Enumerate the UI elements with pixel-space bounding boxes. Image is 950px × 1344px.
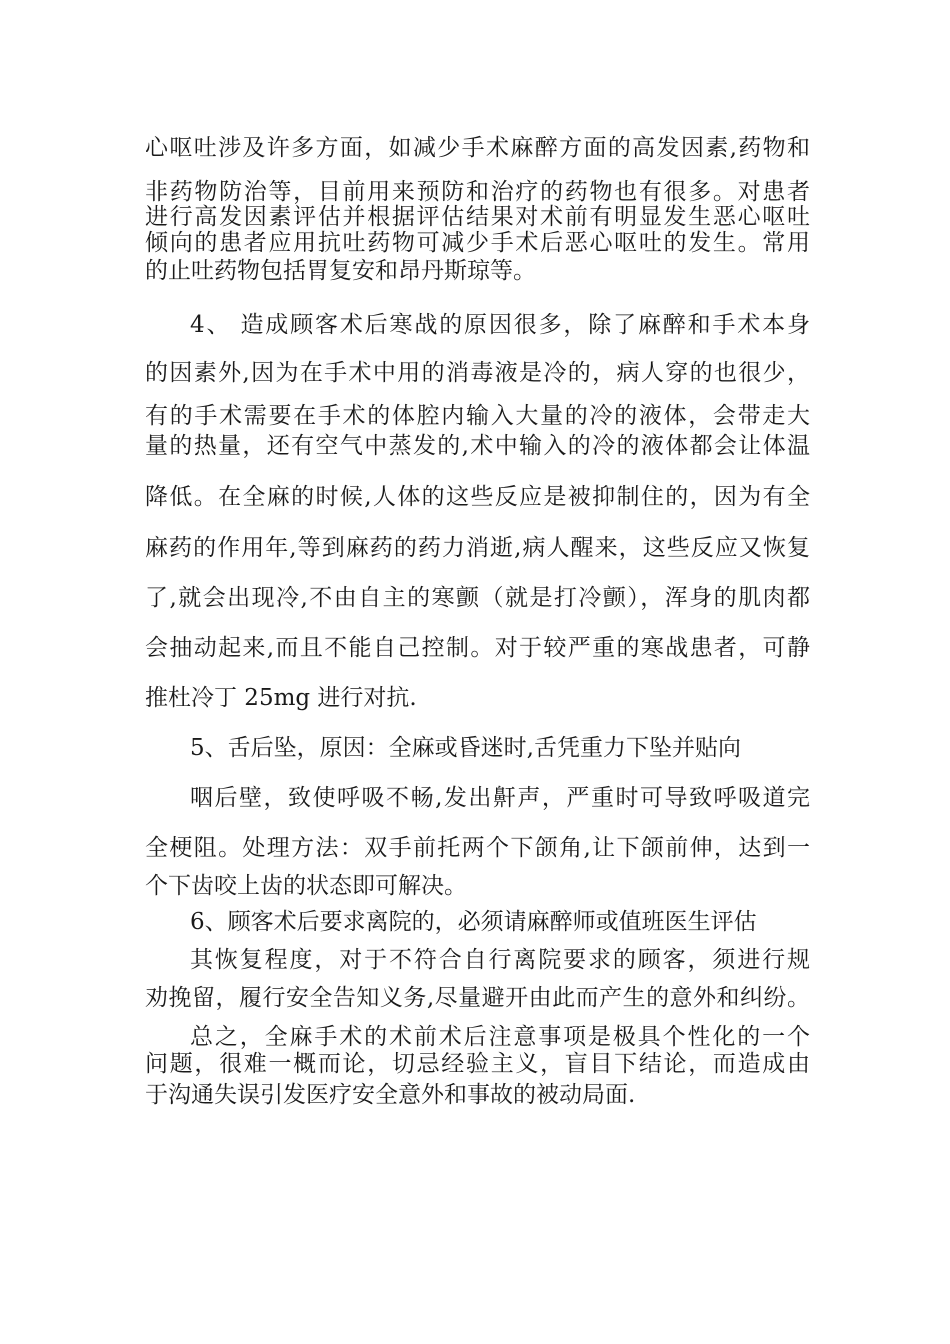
text-line: 的止吐药物包括胃复安和昂丹斯琼等。 [145,258,536,284]
text-line: 有的手术需要在手术的体腔内输入大量的冷的液体，会带走大 [145,403,810,429]
text-line: 总之，全麻手术的术前术后注意事项是极具个性化的一个 [190,1024,810,1050]
text-line: 了,就会出现冷,不由自主的寒颤（就是打冷颤），浑身的肌肉都 [145,585,810,611]
text-line: 个下齿咬上齿的状态即可解决。 [145,873,467,899]
text-line: 的因素外,因为在手术中用的消毒液是冷的，病人穿的也很少， [145,360,810,386]
text-line: 非药物防治等，目前用来预防和治疗的药物也有很多。对患者 [145,179,810,205]
text-line: 于沟通失误引发医疗安全意外和事故的被动局面. [145,1082,636,1108]
text-line: 其恢复程度，对于不符合自行离院要求的顾客，须进行规 [190,947,810,973]
text-line: 心呕吐涉及许多方面，如减少手术麻醉方面的高发因素,药物和 [145,135,810,161]
text-line: 4、 造成顾客术后寒战的原因很多，除了麻醉和手术本身 [190,312,810,338]
text-line: 降低。在全麻的时候,人体的这些反应是被抑制住的，因为有全 [145,484,810,510]
text-line: 劝挽留，履行安全告知义务,尽量避开由此而产生的意外和纠纷。 [145,985,810,1011]
text-line: 进行高发因素评估并根据评估结果对术前有明显发生恶心呕吐 [145,204,810,230]
text-line: 推杜冷丁 25mg 进行对抗. [145,685,417,711]
text-line: 问题，很难一概而论，切忌经验主义，盲目下结论，而造成由 [145,1051,810,1077]
text-line: 倾向的患者应用抗吐药物可减少手术后恶心呕吐的发生。常用 [145,230,810,256]
text-line: 5、舌后坠，原因：全麻或昏迷时,舌凭重力下坠并贴向 [190,735,741,761]
text-line: 量的热量，还有空气中蒸发的,术中输入的冷的液体都会让体温 [145,433,810,459]
text-line: 全梗阻。处理方法：双手前托两个下颌角,让下颌前伸，达到一 [145,835,810,861]
text-line: 6、顾客术后要求离院的，必须请麻醉师或值班医生评估 [190,909,757,935]
text-line: 麻药的作用年,等到麻药的药力消逝,病人醒来，这些反应又恢复 [145,535,810,561]
text-line: 会抽动起来,而且不能自己控制。对于较严重的寒战患者，可静 [145,635,810,661]
text-line: 咽后壁，致使呼吸不畅,发出鼾声，严重时可导致呼吸道完 [190,785,810,811]
